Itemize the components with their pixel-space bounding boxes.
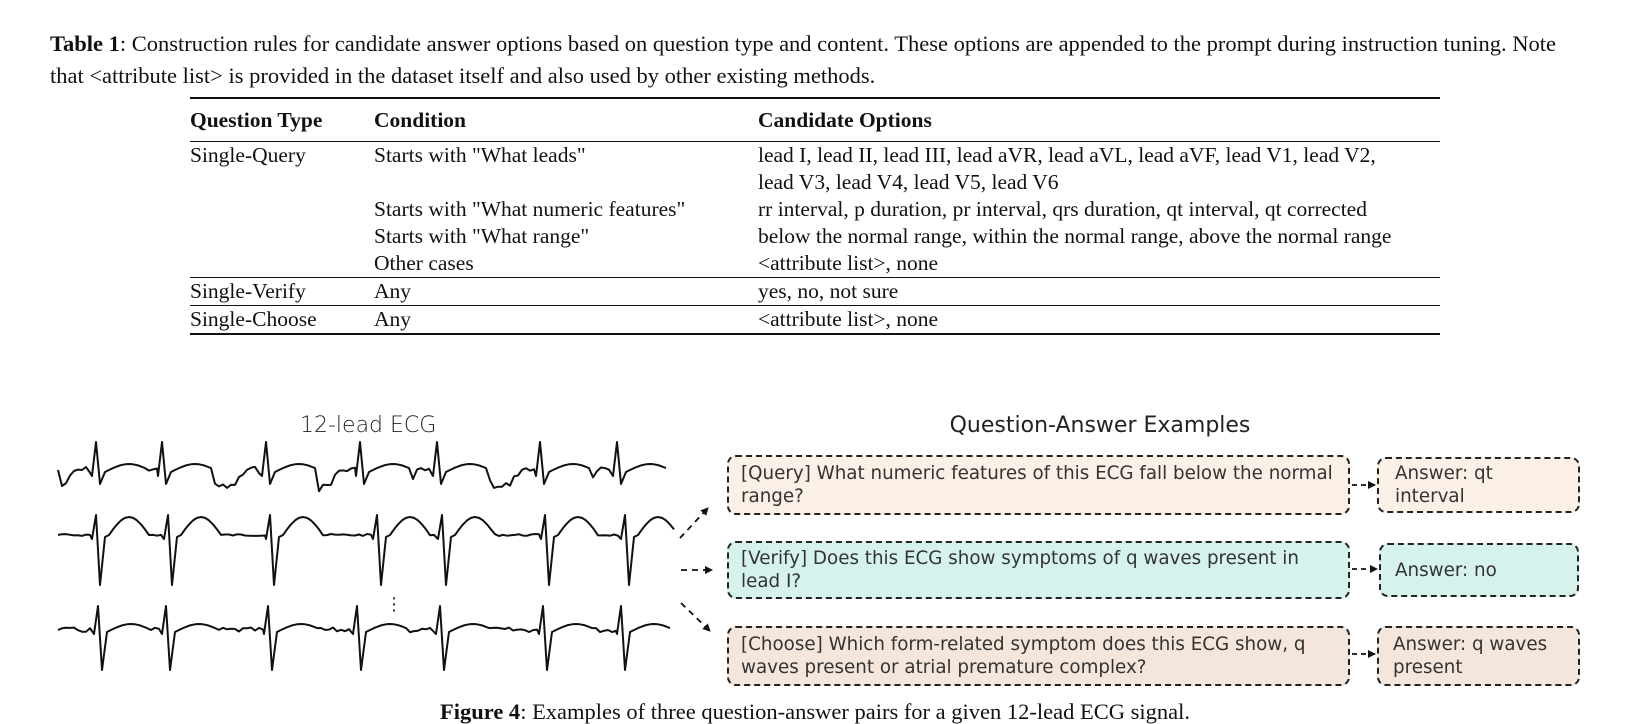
- query-answer-text: Answer: qt interval: [1395, 463, 1493, 507]
- query-question-box: [727, 455, 1350, 515]
- figure-caption-label: Figure 4: [439, 699, 521, 724]
- choose-question-box: [727, 626, 1350, 686]
- figure-caption-text: : Examples of three question-answer pairs for a given 12-lead ECG signal.: [520, 699, 1190, 724]
- type-single-choose: Single-Choose: [190, 307, 317, 331]
- arrow-to-choose: [681, 603, 710, 631]
- condition-what-range: Starts with "What range": [374, 224, 590, 248]
- ecg-trace-lead-1: [58, 442, 666, 491]
- table-caption-text: : Construction rules for candidate answer options based on question type and content. These options are appended to the prompt during instruction tuning. Note that <attribute list> is provided in the dataset itself and also used by other existing methods.: [50, 31, 1556, 88]
- condition-verify-any: Any: [374, 279, 412, 303]
- choose-answer-box: [1377, 626, 1580, 686]
- verify-answer-text: Answer: no: [1395, 559, 1497, 581]
- options-other: <attribute list>, none: [758, 251, 939, 275]
- choose-question-text: [Choose] Which form-related symptom does this ECG show, q waves present or atrial premature complex?: [741, 634, 1306, 678]
- ecg-trace-lead-3: [58, 606, 670, 670]
- ecg-title: 12-lead ECG: [300, 413, 437, 438]
- table-caption-label: Table 1: [50, 31, 120, 56]
- query-answer-box: [1377, 457, 1580, 513]
- header-candidate-options: Candidate Options: [758, 107, 932, 132]
- qa-examples-title: Question-Answer Examples: [949, 413, 1251, 438]
- options-leads-line-1: lead I, lead II, lead III, lead aVR, lead aVL, lead aVF, lead V1, lead V2,: [758, 143, 1376, 167]
- type-single-verify: Single-Verify: [190, 279, 306, 303]
- options-choose: <attribute list>, none: [758, 307, 939, 331]
- figure-caption: [0, 701, 1630, 723]
- ecg-ellipsis: ⋮: [385, 594, 403, 615]
- header-question-type: Question Type: [190, 107, 323, 132]
- arrow-to-query: [680, 508, 708, 538]
- condition-what-leads: Starts with "What leads": [374, 143, 586, 167]
- query-question-text: [Query] What numeric features of this ECG fall below the normal range?: [741, 463, 1333, 507]
- verify-question-box: [727, 541, 1350, 599]
- condition-choose-any: Any: [374, 307, 412, 331]
- type-single-query: Single-Query: [190, 143, 306, 167]
- verify-question-text: [Verify] Does this ECG show symptoms of q waves present in lead I?: [741, 548, 1299, 592]
- choose-answer-text: Answer: q waves present: [1393, 634, 1548, 678]
- options-leads-line-2: lead V3, lead V4, lead V5, lead V6: [758, 170, 1059, 194]
- verify-answer-box: [1379, 543, 1579, 597]
- options-verify: yes, no, not sure: [758, 279, 899, 303]
- header-condition: Condition: [374, 107, 467, 132]
- condition-other-cases: Other cases: [374, 251, 474, 275]
- options-range: below the normal range, within the normal range, above the normal range: [758, 224, 1392, 248]
- ecg-trace-lead-2: [58, 515, 674, 585]
- condition-what-numeric-features: Starts with "What numeric features": [374, 197, 686, 221]
- options-numeric-features: rr interval, p duration, pr interval, qrs duration, qt interval, qt corrected: [758, 197, 1367, 221]
